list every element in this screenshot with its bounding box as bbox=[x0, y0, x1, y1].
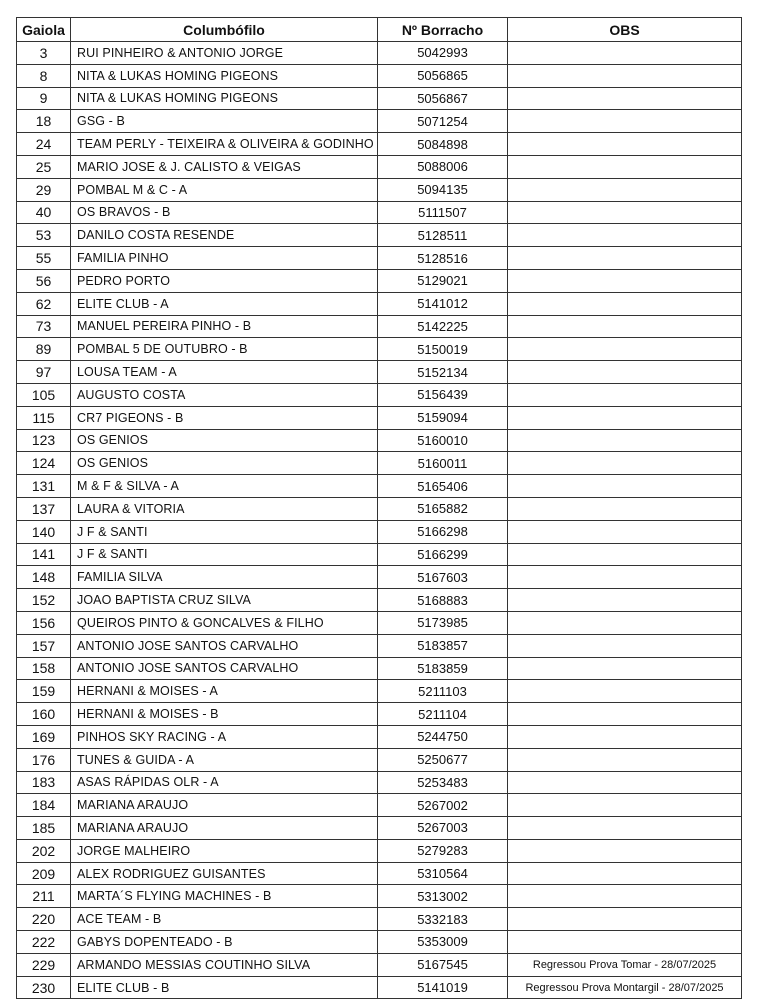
borracho-cell: 5168883 bbox=[378, 589, 508, 612]
borracho-cell: 5310564 bbox=[378, 862, 508, 885]
gaiola-cell: 55 bbox=[17, 247, 71, 270]
table-row bbox=[17, 748, 742, 771]
table-row bbox=[17, 817, 742, 840]
table-row bbox=[17, 133, 742, 156]
columbofilo-cell: LAURA & VITORIA bbox=[71, 497, 378, 520]
table-row bbox=[17, 589, 742, 612]
columbofilo-cell: GABYS DOPENTEADO - B bbox=[71, 931, 378, 954]
table-row bbox=[17, 543, 742, 566]
obs-cell bbox=[508, 247, 742, 270]
columbofilo-cell: JOAO BAPTISTA CRUZ SILVA bbox=[71, 589, 378, 612]
gaiola-cell: 158 bbox=[17, 657, 71, 680]
borracho-cell: 5332183 bbox=[378, 908, 508, 931]
pigeon-table bbox=[16, 17, 742, 999]
columbofilo-cell: GSG - B bbox=[71, 110, 378, 133]
obs-cell bbox=[508, 931, 742, 954]
gaiola-cell: 105 bbox=[17, 383, 71, 406]
columbofilo-cell: NITA & LUKAS HOMING PIGEONS bbox=[71, 87, 378, 110]
borracho-cell: 5165406 bbox=[378, 475, 508, 498]
obs-cell bbox=[508, 839, 742, 862]
borracho-cell: 5071254 bbox=[378, 110, 508, 133]
obs-cell bbox=[508, 383, 742, 406]
gaiola-cell: 123 bbox=[17, 429, 71, 452]
table-row bbox=[17, 429, 742, 452]
table-row bbox=[17, 155, 742, 178]
obs-cell bbox=[508, 224, 742, 247]
columbofilo-cell: J F & SANTI bbox=[71, 543, 378, 566]
borracho-cell: 5156439 bbox=[378, 383, 508, 406]
obs-cell bbox=[508, 87, 742, 110]
table-row bbox=[17, 406, 742, 429]
borracho-cell: 5353009 bbox=[378, 931, 508, 954]
borracho-cell: 5128516 bbox=[378, 247, 508, 270]
table-row bbox=[17, 224, 742, 247]
obs-cell bbox=[508, 429, 742, 452]
obs-cell bbox=[508, 725, 742, 748]
obs-cell bbox=[508, 885, 742, 908]
obs-cell bbox=[508, 42, 742, 65]
borracho-cell: 5129021 bbox=[378, 269, 508, 292]
obs-cell: Regressou Prova Montargil - 28/07/2025 bbox=[508, 976, 742, 999]
obs-cell bbox=[508, 315, 742, 338]
columbofilo-cell: J F & SANTI bbox=[71, 520, 378, 543]
borracho-cell: 5142225 bbox=[378, 315, 508, 338]
gaiola-cell: 230 bbox=[17, 976, 71, 999]
table-row bbox=[17, 976, 742, 999]
table-row bbox=[17, 771, 742, 794]
table-row bbox=[17, 611, 742, 634]
gaiola-cell: 56 bbox=[17, 269, 71, 292]
table-row bbox=[17, 361, 742, 384]
table-row bbox=[17, 87, 742, 110]
table-row bbox=[17, 931, 742, 954]
borracho-cell: 5056865 bbox=[378, 64, 508, 87]
gaiola-cell: 220 bbox=[17, 908, 71, 931]
borracho-cell: 5167545 bbox=[378, 953, 508, 976]
table-row bbox=[17, 269, 742, 292]
gaiola-cell: 159 bbox=[17, 680, 71, 703]
columbofilo-cell: ALEX RODRIGUEZ GUISANTES bbox=[71, 862, 378, 885]
table-row bbox=[17, 178, 742, 201]
table-row bbox=[17, 953, 742, 976]
columbofilo-cell: MARTA´S FLYING MACHINES - B bbox=[71, 885, 378, 908]
columbofilo-cell: TUNES & GUIDA - A bbox=[71, 748, 378, 771]
borracho-cell: 5094135 bbox=[378, 178, 508, 201]
gaiola-cell: 97 bbox=[17, 361, 71, 384]
gaiola-cell: 62 bbox=[17, 292, 71, 315]
table-row bbox=[17, 64, 742, 87]
columbofilo-cell: POMBAL M & C - A bbox=[71, 178, 378, 201]
gaiola-cell: 148 bbox=[17, 566, 71, 589]
gaiola-cell: 156 bbox=[17, 611, 71, 634]
columbofilo-cell: M & F & SILVA - A bbox=[71, 475, 378, 498]
columbofilo-cell: HERNANI & MOISES - A bbox=[71, 680, 378, 703]
columbofilo-cell: ACE TEAM - B bbox=[71, 908, 378, 931]
columbofilo-cell: FAMILIA PINHO bbox=[71, 247, 378, 270]
borracho-cell: 5042993 bbox=[378, 42, 508, 65]
table-row bbox=[17, 862, 742, 885]
table-row bbox=[17, 452, 742, 475]
table-row bbox=[17, 42, 742, 65]
gaiola-cell: 53 bbox=[17, 224, 71, 247]
gaiola-cell: 25 bbox=[17, 155, 71, 178]
borracho-cell: 5150019 bbox=[378, 338, 508, 361]
gaiola-cell: 9 bbox=[17, 87, 71, 110]
columbofilo-cell: QUEIROS PINTO & GONCALVES & FILHO bbox=[71, 611, 378, 634]
columbofilo-cell: ARMANDO MESSIAS COUTINHO SILVA bbox=[71, 953, 378, 976]
columbofilo-cell: LOUSA TEAM - A bbox=[71, 361, 378, 384]
borracho-cell: 5267002 bbox=[378, 794, 508, 817]
borracho-cell: 5141019 bbox=[378, 976, 508, 999]
borracho-cell: 5250677 bbox=[378, 748, 508, 771]
gaiola-cell: 24 bbox=[17, 133, 71, 156]
gaiola-cell: 229 bbox=[17, 953, 71, 976]
obs-cell bbox=[508, 589, 742, 612]
columbofilo-cell: ELITE CLUB - B bbox=[71, 976, 378, 999]
columbofilo-cell: OS BRAVOS - B bbox=[71, 201, 378, 224]
borracho-cell: 5152134 bbox=[378, 361, 508, 384]
table-row bbox=[17, 497, 742, 520]
table-row bbox=[17, 338, 742, 361]
borracho-cell: 5166299 bbox=[378, 543, 508, 566]
obs-cell bbox=[508, 748, 742, 771]
obs-cell bbox=[508, 566, 742, 589]
gaiola-cell: 131 bbox=[17, 475, 71, 498]
obs-cell bbox=[508, 133, 742, 156]
columbofilo-cell: ANTONIO JOSE SANTOS CARVALHO bbox=[71, 634, 378, 657]
obs-cell bbox=[508, 908, 742, 931]
gaiola-cell: 73 bbox=[17, 315, 71, 338]
borracho-cell: 5159094 bbox=[378, 406, 508, 429]
header-row bbox=[17, 18, 742, 42]
gaiola-cell: 176 bbox=[17, 748, 71, 771]
gaiola-cell: 157 bbox=[17, 634, 71, 657]
table-row bbox=[17, 247, 742, 270]
gaiola-cell: 183 bbox=[17, 771, 71, 794]
obs-cell bbox=[508, 862, 742, 885]
obs-cell bbox=[508, 543, 742, 566]
table-row bbox=[17, 908, 742, 931]
obs-cell bbox=[508, 475, 742, 498]
obs-cell bbox=[508, 269, 742, 292]
borracho-cell: 5267003 bbox=[378, 817, 508, 840]
obs-cell bbox=[508, 338, 742, 361]
obs-cell bbox=[508, 611, 742, 634]
columbofilo-cell: AUGUSTO COSTA bbox=[71, 383, 378, 406]
obs-cell: Regressou Prova Tomar - 28/07/2025 bbox=[508, 953, 742, 976]
gaiola-cell: 124 bbox=[17, 452, 71, 475]
table-body bbox=[17, 42, 742, 999]
columbofilo-cell: OS GENIOS bbox=[71, 452, 378, 475]
obs-cell bbox=[508, 703, 742, 726]
gaiola-cell: 29 bbox=[17, 178, 71, 201]
borracho-cell: 5160010 bbox=[378, 429, 508, 452]
obs-cell bbox=[508, 201, 742, 224]
columbofilo-cell: MARIANA ARAUJO bbox=[71, 817, 378, 840]
columbofilo-cell: MANUEL PEREIRA PINHO - B bbox=[71, 315, 378, 338]
obs-cell bbox=[508, 292, 742, 315]
borracho-cell: 5279283 bbox=[378, 839, 508, 862]
gaiola-cell: 152 bbox=[17, 589, 71, 612]
table-row bbox=[17, 794, 742, 817]
columbofilo-cell: FAMILIA SILVA bbox=[71, 566, 378, 589]
columbofilo-cell: DANILO COSTA RESENDE bbox=[71, 224, 378, 247]
gaiola-cell: 222 bbox=[17, 931, 71, 954]
obs-cell bbox=[508, 406, 742, 429]
table-row bbox=[17, 703, 742, 726]
gaiola-cell: 140 bbox=[17, 520, 71, 543]
gaiola-cell: 184 bbox=[17, 794, 71, 817]
table-row bbox=[17, 110, 742, 133]
obs-cell bbox=[508, 794, 742, 817]
header-gaiola: Gaiola bbox=[17, 18, 71, 42]
obs-cell bbox=[508, 520, 742, 543]
columbofilo-cell: POMBAL 5 DE OUTUBRO - B bbox=[71, 338, 378, 361]
gaiola-cell: 137 bbox=[17, 497, 71, 520]
borracho-cell: 5173985 bbox=[378, 611, 508, 634]
columbofilo-cell: MARIANA ARAUJO bbox=[71, 794, 378, 817]
table-row bbox=[17, 475, 742, 498]
obs-cell bbox=[508, 155, 742, 178]
obs-cell bbox=[508, 817, 742, 840]
borracho-cell: 5183859 bbox=[378, 657, 508, 680]
table-row bbox=[17, 201, 742, 224]
borracho-cell: 5211103 bbox=[378, 680, 508, 703]
table-row bbox=[17, 634, 742, 657]
obs-cell bbox=[508, 361, 742, 384]
columbofilo-cell: HERNANI & MOISES - B bbox=[71, 703, 378, 726]
obs-cell bbox=[508, 680, 742, 703]
borracho-cell: 5253483 bbox=[378, 771, 508, 794]
gaiola-cell: 3 bbox=[17, 42, 71, 65]
gaiola-cell: 89 bbox=[17, 338, 71, 361]
gaiola-cell: 8 bbox=[17, 64, 71, 87]
table-row bbox=[17, 292, 742, 315]
table-row bbox=[17, 520, 742, 543]
borracho-cell: 5088006 bbox=[378, 155, 508, 178]
obs-cell bbox=[508, 452, 742, 475]
header-columbofilo: Columbófilo bbox=[71, 18, 378, 42]
obs-cell bbox=[508, 634, 742, 657]
gaiola-cell: 18 bbox=[17, 110, 71, 133]
borracho-cell: 5313002 bbox=[378, 885, 508, 908]
columbofilo-cell: JORGE MALHEIRO bbox=[71, 839, 378, 862]
columbofilo-cell: ASAS RÁPIDAS OLR - A bbox=[71, 771, 378, 794]
borracho-cell: 5128511 bbox=[378, 224, 508, 247]
columbofilo-cell: PINHOS SKY RACING - A bbox=[71, 725, 378, 748]
columbofilo-cell: NITA & LUKAS HOMING PIGEONS bbox=[71, 64, 378, 87]
gaiola-cell: 160 bbox=[17, 703, 71, 726]
gaiola-cell: 141 bbox=[17, 543, 71, 566]
table-header bbox=[17, 18, 742, 42]
borracho-cell: 5165882 bbox=[378, 497, 508, 520]
table-row bbox=[17, 315, 742, 338]
columbofilo-cell: OS GENIOS bbox=[71, 429, 378, 452]
header-borracho: Nº Borracho bbox=[378, 18, 508, 42]
obs-cell bbox=[508, 497, 742, 520]
obs-cell bbox=[508, 657, 742, 680]
obs-cell bbox=[508, 110, 742, 133]
borracho-cell: 5111507 bbox=[378, 201, 508, 224]
columbofilo-cell: ELITE CLUB - A bbox=[71, 292, 378, 315]
obs-cell bbox=[508, 64, 742, 87]
gaiola-cell: 115 bbox=[17, 406, 71, 429]
borracho-cell: 5211104 bbox=[378, 703, 508, 726]
table-row bbox=[17, 839, 742, 862]
gaiola-cell: 169 bbox=[17, 725, 71, 748]
gaiola-cell: 185 bbox=[17, 817, 71, 840]
columbofilo-cell: TEAM PERLY - TEIXEIRA & OLIVEIRA & GODINHO bbox=[71, 133, 378, 156]
table-row bbox=[17, 885, 742, 908]
columbofilo-cell: PEDRO PORTO bbox=[71, 269, 378, 292]
gaiola-cell: 40 bbox=[17, 201, 71, 224]
borracho-cell: 5141012 bbox=[378, 292, 508, 315]
obs-cell bbox=[508, 771, 742, 794]
table-row bbox=[17, 657, 742, 680]
columbofilo-cell: CR7 PIGEONS - B bbox=[71, 406, 378, 429]
borracho-cell: 5160011 bbox=[378, 452, 508, 475]
gaiola-cell: 202 bbox=[17, 839, 71, 862]
table-row bbox=[17, 566, 742, 589]
header-obs: OBS bbox=[508, 18, 742, 42]
borracho-cell: 5244750 bbox=[378, 725, 508, 748]
table-row bbox=[17, 680, 742, 703]
table-row bbox=[17, 383, 742, 406]
borracho-cell: 5166298 bbox=[378, 520, 508, 543]
borracho-cell: 5084898 bbox=[378, 133, 508, 156]
gaiola-cell: 211 bbox=[17, 885, 71, 908]
obs-cell bbox=[508, 178, 742, 201]
columbofilo-cell: MARIO JOSE & J. CALISTO & VEIGAS bbox=[71, 155, 378, 178]
columbofilo-cell: RUI PINHEIRO & ANTONIO JORGE bbox=[71, 42, 378, 65]
table-row bbox=[17, 725, 742, 748]
gaiola-cell: 209 bbox=[17, 862, 71, 885]
borracho-cell: 5167603 bbox=[378, 566, 508, 589]
borracho-cell: 5056867 bbox=[378, 87, 508, 110]
columbofilo-cell: ANTONIO JOSE SANTOS CARVALHO bbox=[71, 657, 378, 680]
borracho-cell: 5183857 bbox=[378, 634, 508, 657]
